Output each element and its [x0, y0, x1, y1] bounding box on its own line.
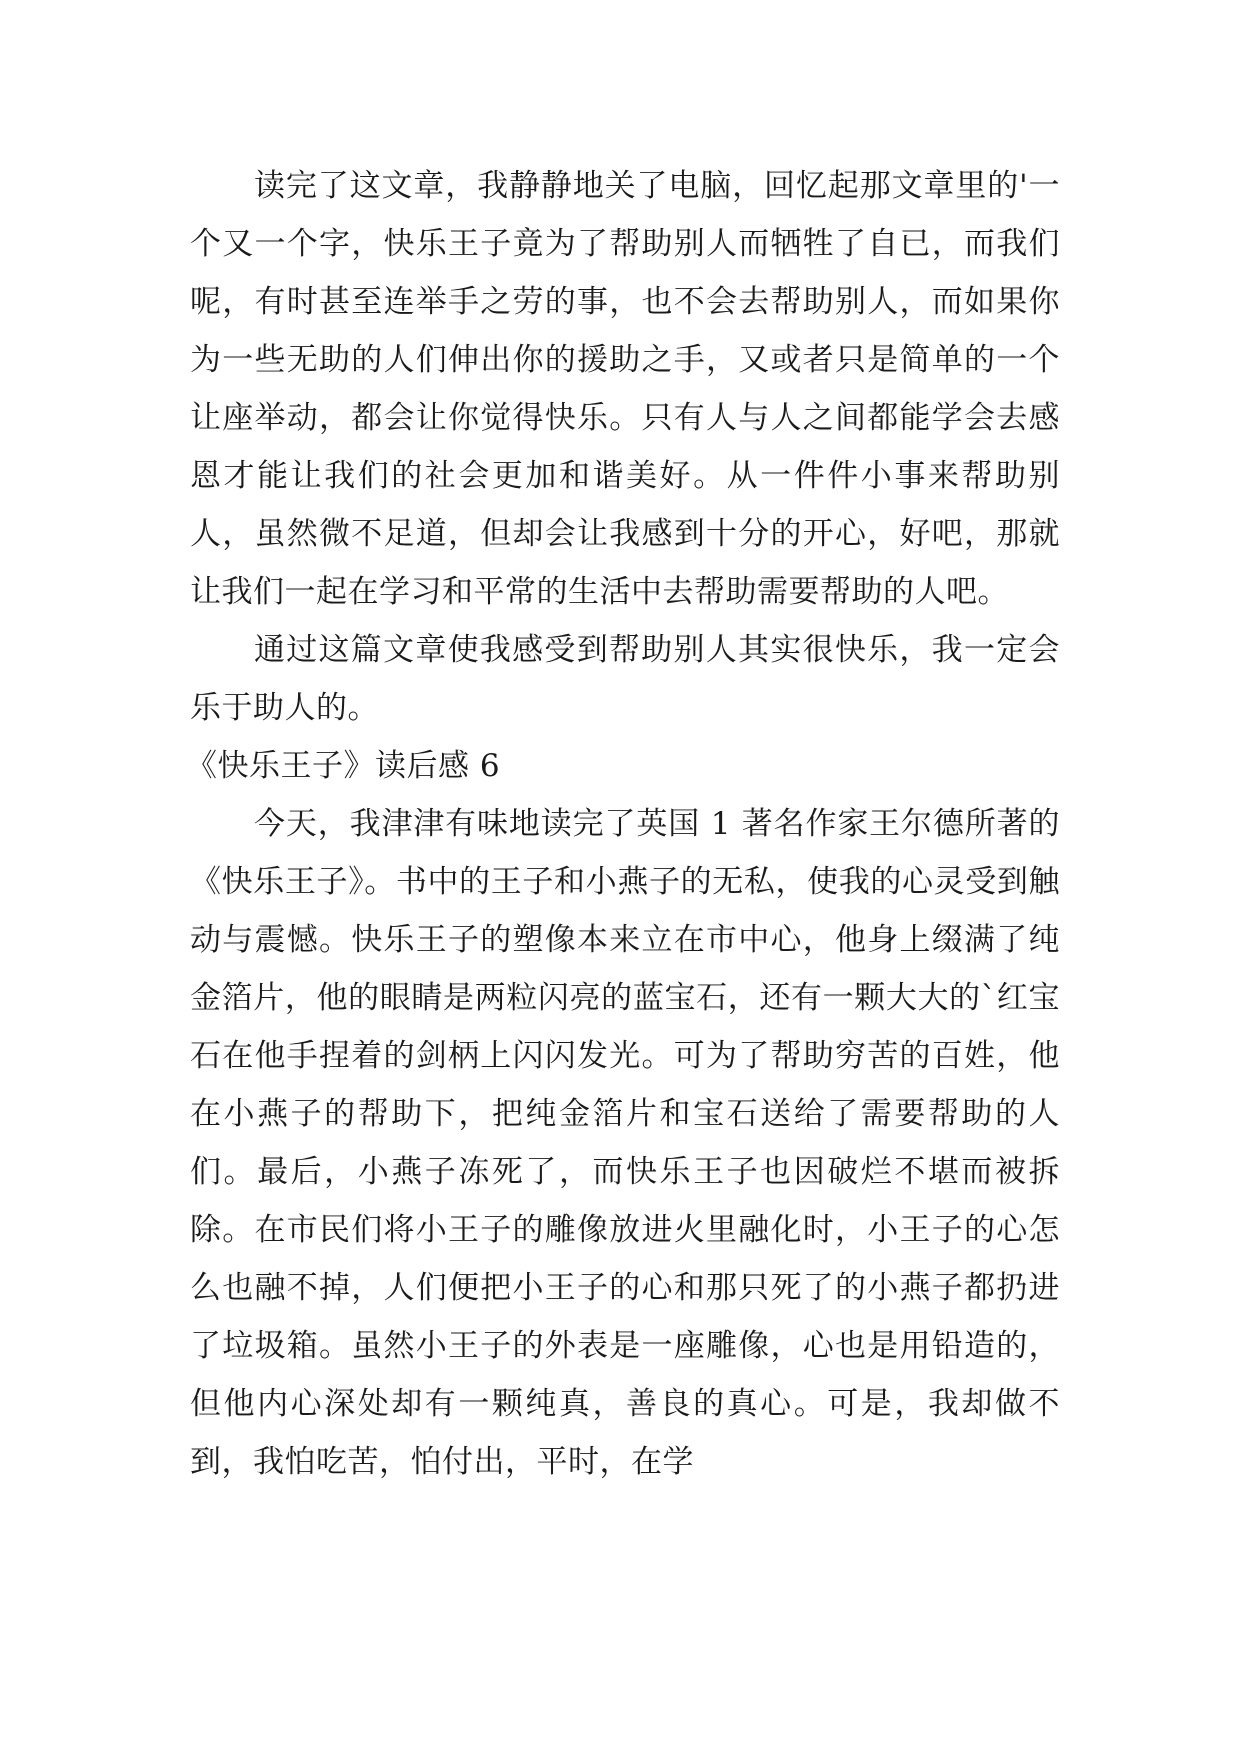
paragraph-conclusion: 通过这篇文章使我感受到帮助别人其实很快乐，我一定会乐于助人的。	[190, 632, 1060, 726]
paragraph-essay-6: 今天，我津津有味地读完了英国 1 著名作家王尔德所著的《快乐王子》。书中的王子和小燕子的无私，使我的心灵受到触动与震憾。快乐王子的塑像本来立在市中心，他身上缀满了纯金箔片，他的眼睛是两粒闪亮的蓝宝石，还有一颗大大的`红宝石在他手捏着的剑柄上闪闪发光。可为了帮助穷苦的百姓，他在小燕子的帮助下，把纯金箔片和宝石送给了需要帮助的人们。最后，小燕子冻死了，而快乐王子也因破烂不堪而被拆除。在市民们将小王子的雕像放进火里融化时，小王子的心怎么也融不掉，人们便把小王子的心和那只死了的小燕子都扔进了垃圾箱。虽然小王子的外表是一座雕像，心也是用铅造的，但他内心深处却有一颗纯真，善良的真心。可是，我却做不到，我怕吃苦，怕付出，平时，在学	[190, 806, 1060, 1480]
paragraph-reflection: 读完了这文章，我静静地关了电脑，回忆起那文章里的'一个又一个字，快乐王子竟为了帮助别人而牺牲了自已，而我们呢，有时甚至连举手之劳的事，也不会去帮助别人，而如果你为一些无助的人们伸出你的援助之手，又或者只是简单的一个让座举动，都会让你觉得快乐。只有人与人之间都能学会去感恩才能让我们的社会更加和谐美好。从一件件小事来帮助别人，虽然微不足道，但却会让我感到十分的开心，好吧，那就让我们一起在学习和平常的生活中去帮助需要帮助的人吧。	[190, 168, 1060, 610]
document-body	[186, 157, 1060, 1491]
section-title: 《快乐王子》读后感 6	[186, 748, 501, 784]
